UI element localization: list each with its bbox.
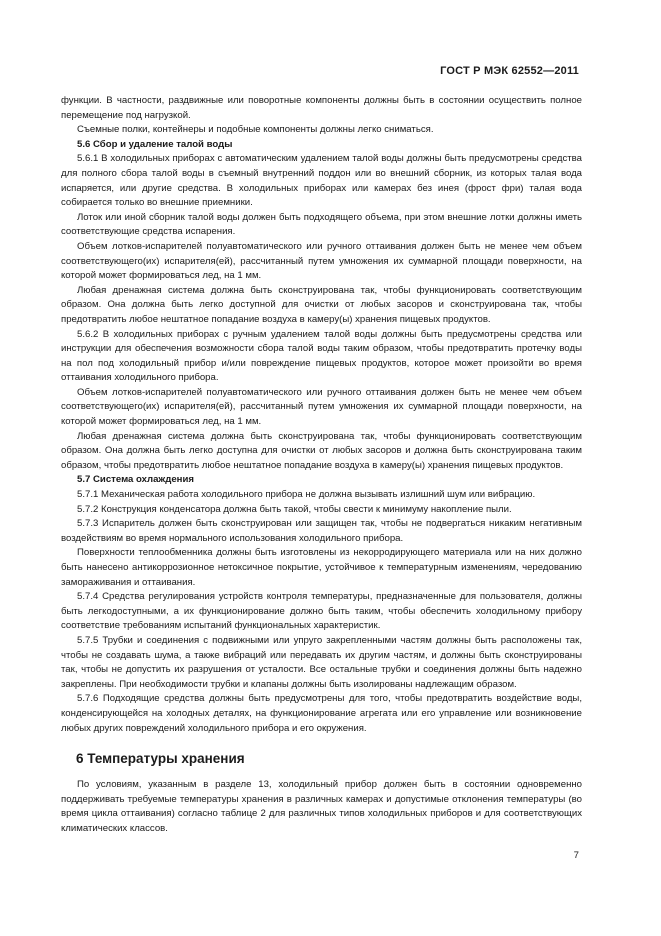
paragraph: 5.7.6 Подходящие средства должны быть предусмотрены для того, чтобы предотвратить воздействие воды, конденсирующейся на холодных деталях, на функционирование агрегата или его управление или возникновение любых других повреждений холодильного прибора и его окружения.	[61, 693, 582, 734]
paragraph: Поверхности теплообменника должны быть изготовлены из некорродирующего материала или на них должно быть нанесено антикоррозионное нетоксичное покрытие, устойчивое к температурным изменениям, чередованию замораживания и оттаивания.	[61, 547, 582, 588]
paragraph: Лоток или иной сборник талой воды должен быть подходящего объема, при этом внешние лотки должны иметь соответствующие средства испарения.	[61, 211, 582, 238]
paragraph: Любая дренажная система должна быть сконструирована так, чтобы функционировать соответствующим образом. Она должна быть легко доступной для очистки от любых засоров и сконструирована так, чтобы предотвратить любое нештатное попадание воздуха в камеру(ы) хранения пищевых продуктов.	[61, 284, 582, 325]
paragraph: 5.7.3 Испаритель должен быть сконструирован или защищен так, чтобы не подвергаться никаким негативным воздействиям во время нормального использования холодильного прибора.	[61, 518, 582, 544]
subsection-heading: 5.6 Сбор и удаление талой воды	[77, 138, 233, 150]
paragraph: Объем лотков-испарителей полуавтоматического или ручного оттаивания должен быть не менее чем объем соответствующего(их) испарителя(ей), рассчитанный путем умножения их суммарной площади поверхности, на которой может формироваться лед, на 1 мм.	[61, 240, 582, 282]
paragraph: 5.6.1 В холодильных приборах с автоматическим удалением талой воды должны быть предусмотрены средства для полного сбора талой воды в съемный внутренний поддон или во внешний сборник, из которых талая вода испаряется, или другие средства. В холодильных приборах или камерах без инея (фрост фри) талая вода собирается только во внешние приемники.	[61, 153, 582, 209]
page-number: 7	[573, 850, 579, 861]
document-header: ГОСТ Р МЭК 62552—2011	[440, 65, 579, 77]
document-body	[61, 94, 582, 837]
paragraph: 5.7.5 Трубки и соединения с подвижными или упруго закрепленными частям должны быть расположены так, чтобы не создавать шума, а также вибраций или передавать их другим частям, и должны быть сконструированы так, чтобы не допустить их разрушения от усталости. Все остальные трубки и соединения должны быть надежно закреплены. При необходимости трубки и клапаны должны быть изолированы надлежащим образом.	[61, 634, 582, 690]
paragraph: 5.7.4 Средства регулирования устройств контроля температуры, предназначенные для пользователя, должны быть легкодоступными, а их функционирование должно быть таким, чтобы обеспечить холодильному прибору соответствие требованиям испытаний функциональных характеристик.	[61, 591, 582, 632]
paragraph: Съемные полки, контейнеры и подобные компоненты должны легко сниматься.	[77, 124, 434, 136]
paragraph: Объем лотков-испарителей полуавтоматического или ручного оттаивания должен быть не менее чем объем соответствующего(их) испарителя(ей), рассчитанный путем умножения их суммарной площади поверхности, на которой может формироваться лед, на 1 мм.	[61, 386, 582, 428]
subsection-heading: 5.7 Система охлаждения	[77, 474, 194, 486]
paragraph: 5.7.2 Конструкция конденсатора должна быть такой, чтобы свести к минимуму накопление пыли.	[77, 503, 512, 515]
paragraph: 5.7.1 Механическая работа холодильного прибора не должна вызывать излишний шум или вибрацию.	[77, 489, 536, 501]
paragraph: По условиям, указанным в разделе 13, холодильный прибор должен быть в состоянии одновременно поддерживать требуемые температуры хранения в различных камерах и допустимые отклонения температуры (во время цикла оттаивания) согласно таблице 2 для различных типов холодильных приборов и для соответствующих климатических классов.	[61, 779, 582, 834]
paragraph: функции. В частности, раздвижные или поворотные компоненты должны быть в состоянии осуществить полное перемещение под нагрузкой.	[61, 95, 582, 121]
paragraph: Любая дренажная система должна быть сконструирована так, чтобы функционировать соответствующим образом. Она должна быть легко доступна для очистки от любых засоров и должна быть сконструирована таким образом, чтобы предотвратить любое нештатное попадание воздуха в камеру(ы) хранения пищевых продуктов.	[61, 430, 582, 471]
section-heading: 6 Температуры хранения	[76, 751, 245, 767]
paragraph: 5.6.2 В холодильных приборах с ручным удалением талой воды должны быть предусмотрены средства или инструкции для обеспечения возможности сбора талой воды таким образом, чтобы предотвратить протечку воды на пол под холодильный прибор и/или повреждение пищевых продуктов, которое может произойти во время оттаивания холодильного прибора.	[61, 328, 582, 384]
